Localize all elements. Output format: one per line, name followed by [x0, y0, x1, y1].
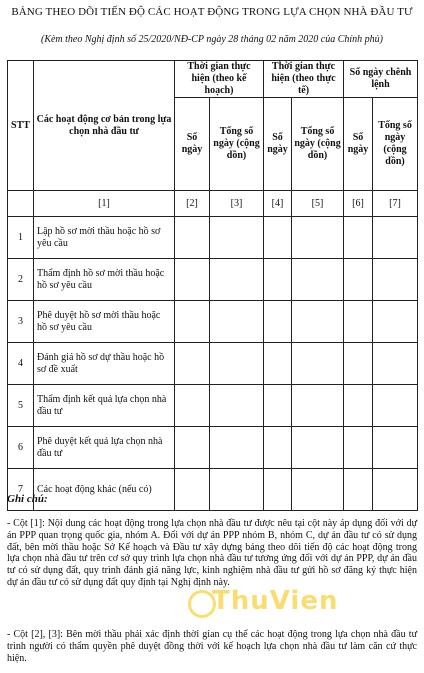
index-cell: [6] [344, 191, 373, 217]
document-subtitle: (Kèm theo Nghị định số 25/2020/NĐ-CP ngày 28 tháng 02 năm 2020 của Chính phủ) [40, 34, 384, 45]
row-stt: 6 [8, 427, 34, 469]
empty-cell [373, 217, 418, 259]
row-stt: 1 [8, 217, 34, 259]
header-group-diff: Số ngày chênh lệnh [344, 61, 418, 98]
empty-cell [175, 385, 210, 427]
table-row [8, 301, 418, 343]
empty-cell [175, 427, 210, 469]
empty-cell [373, 469, 418, 511]
table-row [8, 427, 418, 469]
header-actual-days: Số ngày [264, 98, 292, 191]
empty-cell [210, 427, 264, 469]
empty-cell [292, 217, 344, 259]
table-row [8, 385, 418, 427]
empty-cell [175, 217, 210, 259]
row-activity: Phê duyệt kết quả lựa chọn nhà đầu tư [34, 427, 175, 469]
header-diff-days: Số ngày [344, 98, 373, 191]
index-cell: [5] [292, 191, 344, 217]
watermark-text: ThuVien [212, 586, 339, 616]
progress-table [7, 60, 418, 511]
header-group-plan: Thời gian thực hiện (theo kế hoạch) [175, 61, 264, 98]
row-stt: 5 [8, 385, 34, 427]
empty-cell [344, 385, 373, 427]
empty-cell [344, 259, 373, 301]
empty-cell [210, 301, 264, 343]
empty-cell [264, 301, 292, 343]
header-plan-total: Tổng số ngày (cộng dồn) [210, 98, 264, 191]
table-row [8, 469, 418, 511]
header-actual-total: Tổng số ngày (cộng dồn) [292, 98, 344, 191]
table-row [8, 343, 418, 385]
empty-cell [264, 469, 292, 511]
row-activity: Lập hồ sơ mời thầu hoặc hồ sơ yêu cầu [34, 217, 175, 259]
table-row [8, 217, 418, 259]
table-body [8, 217, 418, 511]
row-activity: Thẩm định hồ sơ mời thầu hoặc hồ sơ yêu cầu [34, 259, 175, 301]
empty-cell [264, 217, 292, 259]
empty-cell [210, 259, 264, 301]
index-cell: [4] [264, 191, 292, 217]
empty-cell [292, 427, 344, 469]
empty-cell [264, 259, 292, 301]
empty-cell [292, 343, 344, 385]
empty-cell [344, 301, 373, 343]
empty-cell [210, 385, 264, 427]
empty-cell [264, 385, 292, 427]
empty-cell [292, 259, 344, 301]
table-row [8, 259, 418, 301]
note-column-2-3: - Cột [2], [3]: Bên mời thầu phải xác định thời gian cụ thể các hoạt động trong lựa chọn nhà đầu tư trình người có thẩm quyền phê duyệt đồng thời với kế hoạch lựa chọn nhà đầu tư làm căn cứ thực hiện. [7, 629, 417, 664]
header-group-actual: Thời gian thực hiện (theo thực tế) [264, 61, 344, 98]
index-cell: [7] [373, 191, 418, 217]
notes-heading: Ghi chú: [7, 493, 48, 505]
header-activity: Các hoạt động cơ bản trong lựa chọn nhà đầu tư [34, 61, 175, 191]
row-stt: 7 [8, 469, 34, 511]
empty-cell [210, 217, 264, 259]
index-cell: [1] [34, 191, 175, 217]
index-cell: [2] [175, 191, 210, 217]
row-activity: Đánh giá hồ sơ dự thầu hoặc hồ sơ đề xuất [34, 343, 175, 385]
note-column-1: - Cột [1]: Nội dung các hoạt động trong lựa chọn nhà đầu tư được nêu tại cột này áp dụng đối với dự án PPP quan trọng quốc gia, nhóm A. Đối với dự án PPP nhóm B, nhóm C, dự án đầu tư có sử dụng đất, bên mời thầu hoặc Sở Kế hoạch và Đầu tư xây dựng bảng theo dõi tiến độ các hoạt động trong lựa chọn nhà đầu tư trên cơ sở quy trình lựa chọn nhà đầu tư tương ứng đối với dự án PPP, dự án đầu tư có sử dụng đất, quy trình đánh giá năng lực, kinh nghiệm nhà đầu tư gửi hồ sơ đăng ký thực hiện dự án đầu tư có sử dụng đất quy định tại Nghị định này. [7, 518, 417, 588]
empty-cell [175, 259, 210, 301]
empty-cell [373, 427, 418, 469]
row-stt: 4 [8, 343, 34, 385]
row-stt: 3 [8, 301, 34, 343]
index-cell: [3] [210, 191, 264, 217]
document-title: BẢNG THEO DÕI TIẾN ĐỘ CÁC HOẠT ĐỘNG TRONG LỰA CHỌN NHÀ ĐẦU TƯ [11, 6, 413, 18]
empty-cell [344, 343, 373, 385]
empty-cell [210, 469, 264, 511]
row-activity: Các hoạt động khác (nếu có) [34, 469, 175, 511]
empty-cell [344, 427, 373, 469]
empty-cell [292, 301, 344, 343]
empty-cell [373, 343, 418, 385]
empty-cell [344, 469, 373, 511]
header-stt: STT [8, 61, 34, 191]
row-stt: 2 [8, 259, 34, 301]
empty-cell [373, 301, 418, 343]
index-row [8, 191, 418, 217]
empty-cell [175, 301, 210, 343]
empty-cell [292, 385, 344, 427]
empty-cell [264, 343, 292, 385]
row-activity: Thẩm định kết quả lựa chọn nhà đầu tư [34, 385, 175, 427]
empty-cell [373, 259, 418, 301]
empty-cell [292, 469, 344, 511]
empty-cell [210, 343, 264, 385]
row-activity: Phê duyệt hồ sơ mời thầu hoặc hồ sơ yêu cầu [34, 301, 175, 343]
header-diff-total: Tổng số ngày (cộng dồn) [373, 98, 418, 191]
empty-cell [264, 427, 292, 469]
header-plan-days: Số ngày [175, 98, 210, 191]
header-row-groups [8, 61, 418, 98]
index-cell-stt [8, 191, 34, 217]
empty-cell [175, 469, 210, 511]
empty-cell [373, 385, 418, 427]
empty-cell [344, 217, 373, 259]
empty-cell [175, 343, 210, 385]
